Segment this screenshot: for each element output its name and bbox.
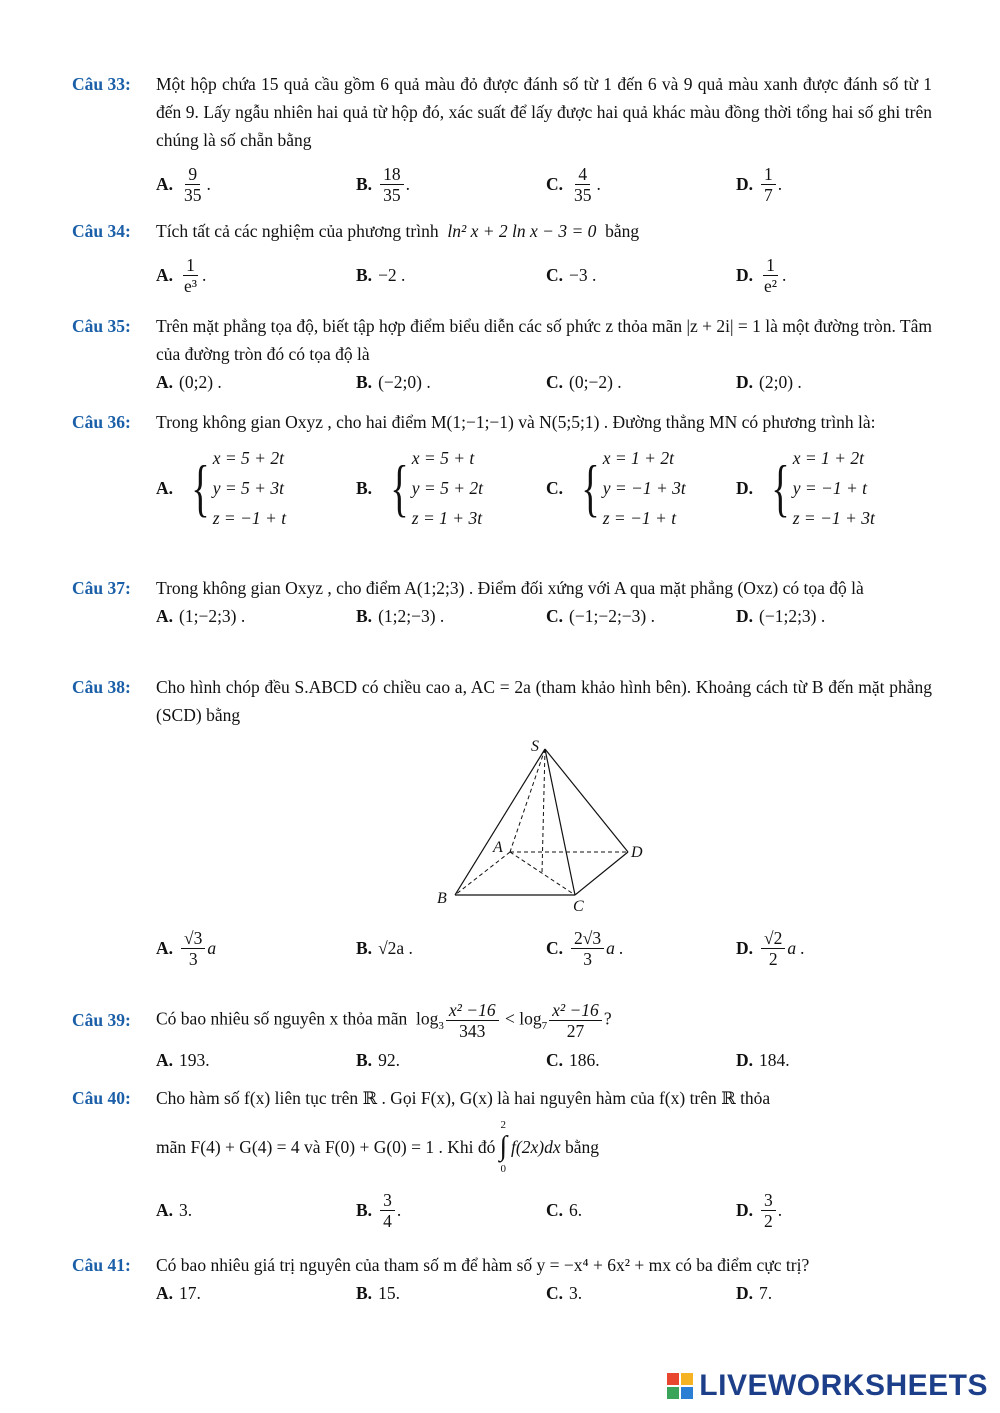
option-c[interactable]: C. $\frac{2√3}{3}$ a . xyxy=(546,927,624,969)
option-a[interactable]: A. 17. xyxy=(156,1283,201,1303)
edge-ab xyxy=(455,852,510,895)
diag-ac xyxy=(510,852,575,895)
question-text: Tích tất cả các nghiệm của phương trình ln² x + 2 ln x − 3 = 0 bằng xyxy=(156,221,640,241)
option-d[interactable]: D. 7. xyxy=(736,1283,773,1303)
option-a[interactable]: A. $\frac{1}{\text{e³}}$ . xyxy=(156,254,207,296)
question-text-line1: Cho hàm số f(x) liên tục trên ℝ . Gọi F(x), G(x) là hai nguyên hàm của f(x) trên ℝ thỏa xyxy=(156,1088,771,1108)
option-b[interactable]: B. 92. xyxy=(356,1050,400,1070)
question-text-line2: mãn F(4) + G(4) = 4 và F(0) + G(0) = 1 . Khi đó 2 ∫ 0 f(2x)dx bằng xyxy=(156,1119,600,1175)
option-d[interactable]: D. $\frac{√2}{2}$ a . xyxy=(736,927,805,969)
integral: 2 ∫ 0 xyxy=(499,1119,508,1175)
question-text: Trong không gian Oxyz , cho hai điểm M(1;−1;−1) và N(5;5;1) . Đường thẳng MN có phương trình là: xyxy=(156,412,876,432)
option-b[interactable]: B. $\frac{18}{35}$ . xyxy=(356,163,410,205)
question-38 xyxy=(72,673,932,729)
option-b[interactable]: B. (−2;0) . xyxy=(356,372,431,392)
question-label: Câu 37: xyxy=(72,578,131,598)
question-36 xyxy=(72,408,932,536)
height-so xyxy=(542,749,545,873)
option-a[interactable]: A. { x = 5 + 2t y = 5 + 3t z = −1 + t xyxy=(156,448,287,528)
question-label: Câu 40: xyxy=(72,1088,131,1108)
option-d[interactable]: D. (−1;2;3) . xyxy=(736,606,826,626)
option-b[interactable]: B. −2 . xyxy=(356,265,406,285)
option-a[interactable]: A. 193. xyxy=(156,1050,210,1070)
question-label: Câu 35: xyxy=(72,316,131,336)
question-label: Câu 34: xyxy=(72,221,131,241)
question-35 xyxy=(72,312,932,396)
logo-text: LIVEWORKSHEETS xyxy=(699,1369,988,1402)
option-b[interactable]: B. { x = 5 + t y = 5 + 2t z = 1 + 3t xyxy=(356,448,484,528)
option-a[interactable]: A. $\frac{√3}{3}$ a xyxy=(156,927,217,969)
option-c[interactable]: C. (0;−2) . xyxy=(546,372,622,392)
pyramid-figure xyxy=(425,735,665,915)
option-b[interactable]: B. $\frac{3}{4}$ . xyxy=(356,1189,402,1231)
question-label: Câu 33: xyxy=(72,74,131,94)
equation: ln² x + 2 ln x − 3 = 0 xyxy=(447,221,597,241)
question-label: Câu 38: xyxy=(72,677,131,697)
option-d[interactable]: D. { x = 1 + 2t y = −1 + t z = −1 + 3t xyxy=(736,448,875,528)
question-39 xyxy=(72,998,932,1074)
question-label: Câu 39: xyxy=(72,1010,131,1030)
edge-sb xyxy=(455,749,545,895)
vertex-a-label: A xyxy=(493,839,503,856)
option-d[interactable]: D. $\frac{3}{2}$ . xyxy=(736,1189,783,1231)
question-text: Trên mặt phẳng tọa độ, biết tập hợp điểm biểu diễn các số phức z thỏa mãn |z + 2i| = 1 là một đường tròn. Tâm của đường tròn đó có tọa độ là xyxy=(156,316,932,364)
question-40 xyxy=(72,1084,932,1236)
option-c[interactable]: C. −3 . xyxy=(546,265,597,285)
option-c[interactable]: C. 3. xyxy=(546,1283,583,1303)
vertex-d-label: D xyxy=(631,844,643,861)
option-b[interactable]: B. (1;2;−3) . xyxy=(356,606,445,626)
edge-sd xyxy=(545,749,628,852)
question-text: Một hộp chứa 15 quả cầu gồm 6 quả màu đỏ được đánh số từ 1 đến 6 và 9 quả màu xanh được đánh số từ 1 đến 9. Lấy ngẫu nhiên hai quả từ hộp đó, xác suất để lấy được hai quả khác màu đồng thời tổng hai số ghi trên chúng là số chẵn bằng xyxy=(156,74,932,150)
option-c[interactable]: C. 186. xyxy=(546,1050,600,1070)
option-c[interactable]: C. (−1;−2;−3) . xyxy=(546,606,656,626)
option-b[interactable]: B. 15. xyxy=(356,1283,400,1303)
option-c[interactable]: C. 6. xyxy=(546,1200,583,1220)
question-38-options xyxy=(72,920,932,976)
liveworksheets-logo xyxy=(667,1369,988,1403)
option-a[interactable]: A. (1;−2;3) . xyxy=(156,606,246,626)
edge-sa xyxy=(510,749,545,852)
question-34 xyxy=(72,217,932,301)
question-text: Cho hình chóp đều S.ABCD có chiều cao a, AC = 2a (tham khảo hình bên). Khoảng cách từ B đến mặt phẳng (SCD) bằng xyxy=(156,677,932,725)
question-text: Có bao nhiêu giá trị nguyên của tham số m để hàm số y = −x⁴ + 6x² + mx có ba điểm cực trị? xyxy=(156,1255,810,1275)
option-d[interactable]: D. (2;0) . xyxy=(736,372,802,392)
question-label: Câu 36: xyxy=(72,412,131,432)
question-text: Có bao nhiêu số nguyên x thỏa mãn $\log_3$ $\frac{\text{x² −16}}{343}$ < $\log_7$ $\frac{\text{x² −16}}{27}$ ? xyxy=(156,999,612,1041)
option-c[interactable]: C. $\frac{4}{35}$ . xyxy=(546,163,601,205)
vertex-b-label: B xyxy=(437,890,447,907)
question-33 xyxy=(72,70,932,210)
vertex-c-label: C xyxy=(573,898,584,915)
question-text: Trong không gian Oxyz , cho điểm A(1;2;3) . Điểm đối xứng với A qua mặt phẳng (Oxz) có tọa độ là xyxy=(156,578,864,598)
option-d[interactable]: D. 184. xyxy=(736,1050,790,1070)
vertex-s-label: S xyxy=(531,738,539,755)
option-d[interactable]: D. $\frac{1}{7}$ . xyxy=(736,163,783,205)
edge-sc xyxy=(545,749,575,895)
option-a[interactable]: A. $\frac{9}{35}$ . xyxy=(156,163,211,205)
question-label: Câu 41: xyxy=(72,1255,131,1275)
edge-cd xyxy=(575,852,628,895)
logo-mark-icon xyxy=(667,1373,693,1399)
option-a[interactable]: A. 3. xyxy=(156,1200,193,1220)
question-37 xyxy=(72,574,932,630)
option-a[interactable]: A. (0;2) . xyxy=(156,372,222,392)
question-41 xyxy=(72,1251,932,1307)
option-d[interactable]: D. $\frac{1}{\text{e²}}$ . xyxy=(736,254,787,296)
option-b[interactable]: B. √2a . xyxy=(356,938,413,958)
option-c[interactable]: C. { x = 1 + 2t y = −1 + 3t z = −1 + t xyxy=(546,448,686,528)
